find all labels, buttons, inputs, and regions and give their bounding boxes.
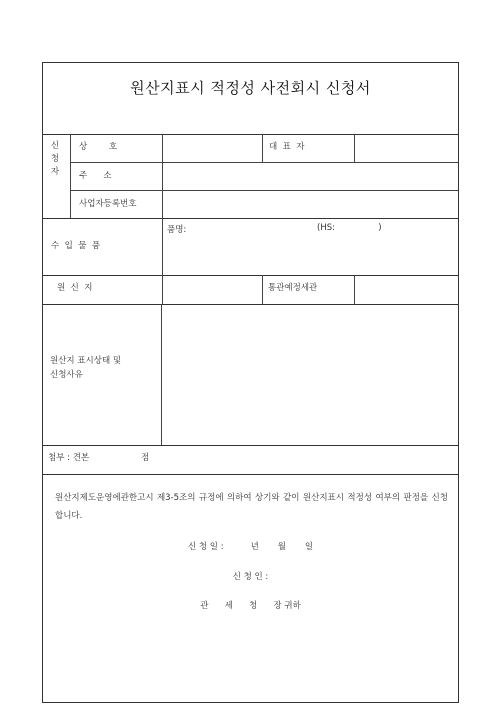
divider: [354, 134, 355, 162]
origin-label: 원 신 지: [57, 283, 93, 293]
import-goods-label: 수 입 물 품: [51, 241, 101, 251]
applicant-label-char: 자: [50, 167, 60, 177]
application-statement: 원산지제도운영에관한고시 제3-5조의 규정에 의하여 상기와 같이 원산지표시 적정성 여부의 판정을 신청합니다.: [55, 493, 448, 521]
item-name-label: 품명:: [167, 225, 187, 235]
attachment-unit-label: 점: [141, 453, 150, 463]
divider: [43, 134, 458, 135]
attachment-label: 첨부 : 견본: [48, 453, 90, 463]
divider: [262, 275, 263, 304]
divider: [70, 190, 458, 191]
applicant-label-char: 청: [50, 154, 60, 164]
divider: [70, 134, 71, 218]
addressee-line: 관 세 청 장 귀하: [200, 601, 301, 611]
divider: [43, 445, 458, 446]
application-date-line: 신 청 일 : 년 월 일: [187, 542, 314, 552]
divider: [162, 134, 163, 304]
representative-label: 대 표 자: [269, 142, 305, 152]
divider: [354, 275, 355, 304]
applicant-signature-line: 신 청 인 :: [232, 572, 269, 582]
divider: [43, 474, 458, 475]
application-form: [42, 62, 459, 703]
divider: [161, 304, 162, 445]
form-title: 원산지표시 적정성 사전회시 신청서: [130, 79, 371, 97]
divider: [43, 304, 458, 305]
divider: [43, 218, 458, 219]
status-reason-label: 신청사유: [50, 370, 83, 380]
status-reason-label: 원산지 표시상태 및: [50, 356, 122, 366]
customs-office-label: 통관예정세관: [268, 283, 318, 293]
address-label: 주 소: [79, 171, 112, 181]
hs-code-label: (HS: ): [317, 223, 382, 233]
business-reg-no-label: 사업자등록번호: [79, 199, 137, 209]
divider: [43, 275, 458, 276]
applicant-label-char: 신: [50, 141, 60, 151]
divider: [70, 162, 458, 163]
divider: [262, 134, 263, 162]
trade-name-label: 상 호: [79, 142, 118, 152]
